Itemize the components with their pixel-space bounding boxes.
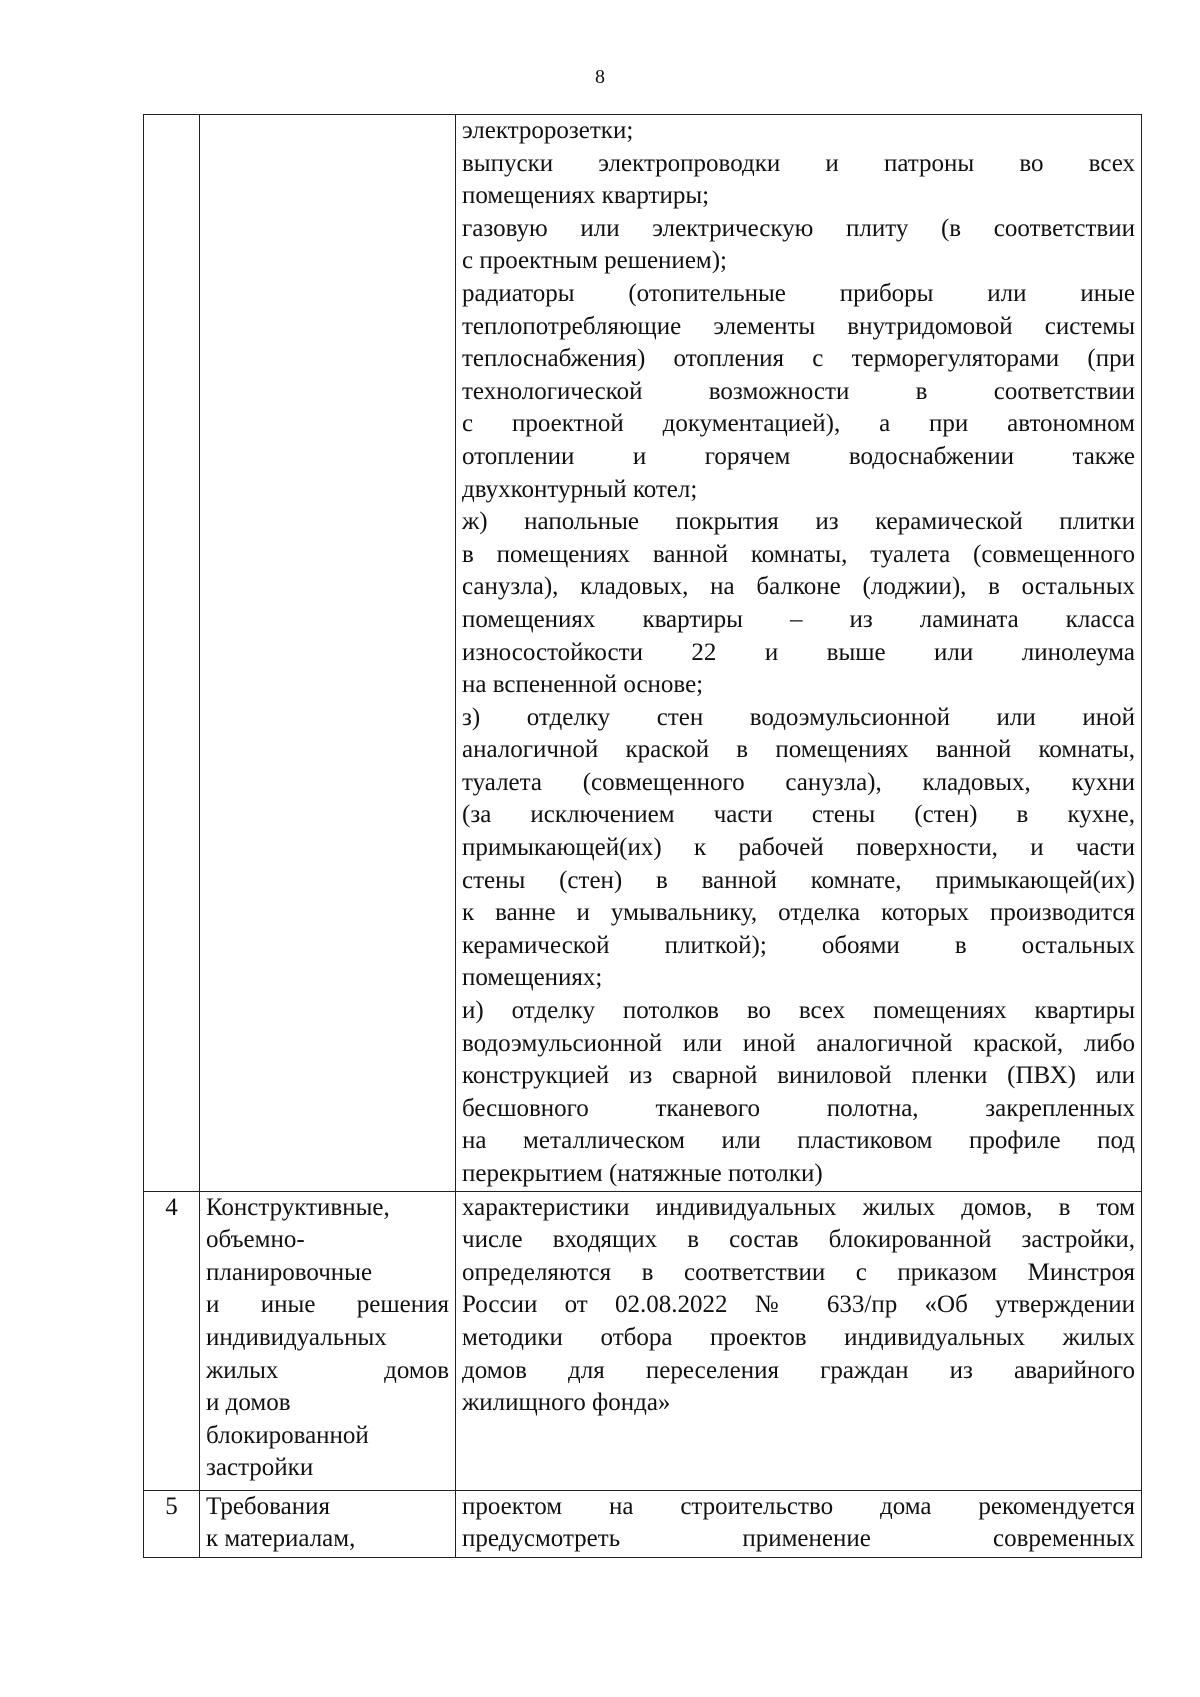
table-row — [144, 1490, 1142, 1557]
row-title-line: индивидуальных — [206, 1323, 387, 1351]
row-content-line: примыкающей(их) к рабочей поверхности, и части — [462, 834, 1135, 862]
table-row — [144, 115, 1142, 1192]
row-content-line: аналогичной краской в помещениях ванной комнаты, — [462, 736, 1135, 764]
row-content-line: предусмотреть применение современных — [462, 1525, 1135, 1553]
row-content-line: характеристики индивидуальных жилых домов, в том — [462, 1193, 1135, 1221]
row-content-line: водоэмульсионной или иной аналогичной краской, либо — [462, 1029, 1135, 1057]
requirements-table — [143, 114, 1142, 1558]
row-content-line: конструкцией из сварной виниловой пленки (ПВХ) или — [462, 1062, 1135, 1090]
row-title-line: и домов — [206, 1389, 291, 1417]
row-content-line: жилищного фонда» — [462, 1389, 671, 1417]
row-content-line: радиаторы (отопительные приборы или иные — [462, 279, 1135, 307]
row-content-line: технологической возможности в соответствии — [462, 377, 1135, 405]
row-content-line: санузла), кладовых, на балконе (лоджии), в остальных — [462, 573, 1135, 601]
row-content-line: з) отделку стен водоэмульсионной или иной — [462, 703, 1135, 731]
row-content-line: в помещениях ванной комнаты, туалета (совмещенного — [462, 540, 1135, 568]
row-number-cell — [144, 115, 200, 1192]
row-content-line: бесшовного тканевого полотна, закрепленных — [462, 1094, 1135, 1122]
table-row — [144, 1191, 1142, 1490]
row-content-cell — [456, 115, 1142, 1192]
row-content-line: стены (стен) в ванной комнате, примыкающей(их) — [462, 866, 1135, 894]
row-content-line: и) отделку потолков во всех помещениях квартиры — [462, 997, 1135, 1025]
row-content-line: отоплении и горячем водоснабжении также — [462, 442, 1135, 470]
row-content-line: помещениях квартиры; — [462, 182, 710, 210]
row-title-line: Конструктивные, — [206, 1193, 390, 1221]
row-content-line: домов для переселения граждан из аварийного — [462, 1356, 1135, 1384]
row-content-line: к ванне и умывальнику, отделка которых производится — [462, 899, 1135, 927]
row-title-line: объемно- — [206, 1226, 305, 1254]
row-title-line: жилых домов — [206, 1356, 449, 1384]
row-title-cell — [200, 1191, 456, 1490]
row-content-cell — [456, 1490, 1142, 1557]
row-title-line: блокированной — [206, 1421, 369, 1449]
row-content-line: проектом на строительство дома рекомендуется — [462, 1492, 1135, 1520]
row-title-cell — [200, 1490, 456, 1557]
row-content-line: на металлическом или пластиковом профиле под — [462, 1127, 1135, 1155]
row-content-line: определяются в соответствии с приказом Минстроя — [462, 1258, 1135, 1286]
row-number: 4 — [165, 1193, 178, 1221]
row-content-line: туалета (совмещенного санузла), кладовых, кухни — [462, 768, 1135, 796]
row-content-line: перекрытием (натяжные потолки) — [462, 1160, 823, 1187]
row-content-line: теплоснабжения) отопления с терморегуляторами (при — [462, 345, 1135, 373]
row-content-line: на вспененной основе; — [462, 671, 704, 699]
row-content-line: выпуски электропроводки и патроны во всех — [462, 149, 1135, 177]
row-content-line: теплопотребляющие элементы внутридомовой системы — [462, 312, 1135, 340]
page-number: 8 — [595, 66, 605, 88]
row-title-line: планировочные — [206, 1258, 373, 1286]
row-content-line: керамической плиткой); обоями в остальных — [462, 931, 1135, 959]
row-title-line: и иные решения — [206, 1291, 449, 1319]
row-content-line: помещениях квартиры – из ламината класса — [462, 605, 1135, 633]
row-title-line: застройки — [206, 1454, 314, 1482]
row-content-line: ж) напольные покрытия из керамической плитки — [462, 508, 1135, 536]
row-content-line: с проектной документацией), а при автономном — [462, 410, 1135, 438]
row-content-line: износостойкости 22 и выше или линолеума — [462, 638, 1135, 666]
row-content-line: методики отбора проектов индивидуальных жилых — [462, 1323, 1135, 1351]
row-content-line: двухконтурный котел; — [462, 475, 698, 503]
row-content-line: электророзетки; — [462, 117, 634, 144]
row-content-line: газовую или электрическую плиту (в соответствии — [462, 214, 1135, 242]
row-title-line: Требования — [206, 1492, 330, 1520]
row-content-line: числе входящих в состав блокированной застройки, — [462, 1226, 1135, 1254]
row-number-cell — [144, 1490, 200, 1557]
row-title-cell — [200, 115, 456, 1192]
row-title-line: к материалам, — [206, 1525, 356, 1553]
row-number-cell — [144, 1191, 200, 1490]
row-number: 5 — [165, 1492, 178, 1520]
row-content-line: помещениях; — [462, 964, 603, 992]
row-content-line: с проектным решением); — [462, 247, 728, 275]
row-content-line: (за исключением части стены (стен) в кухне, — [462, 801, 1135, 829]
row-content-line: России от 02.08.2022 № 633/пр «Об утверждении — [462, 1291, 1135, 1319]
row-content-cell — [456, 1191, 1142, 1490]
